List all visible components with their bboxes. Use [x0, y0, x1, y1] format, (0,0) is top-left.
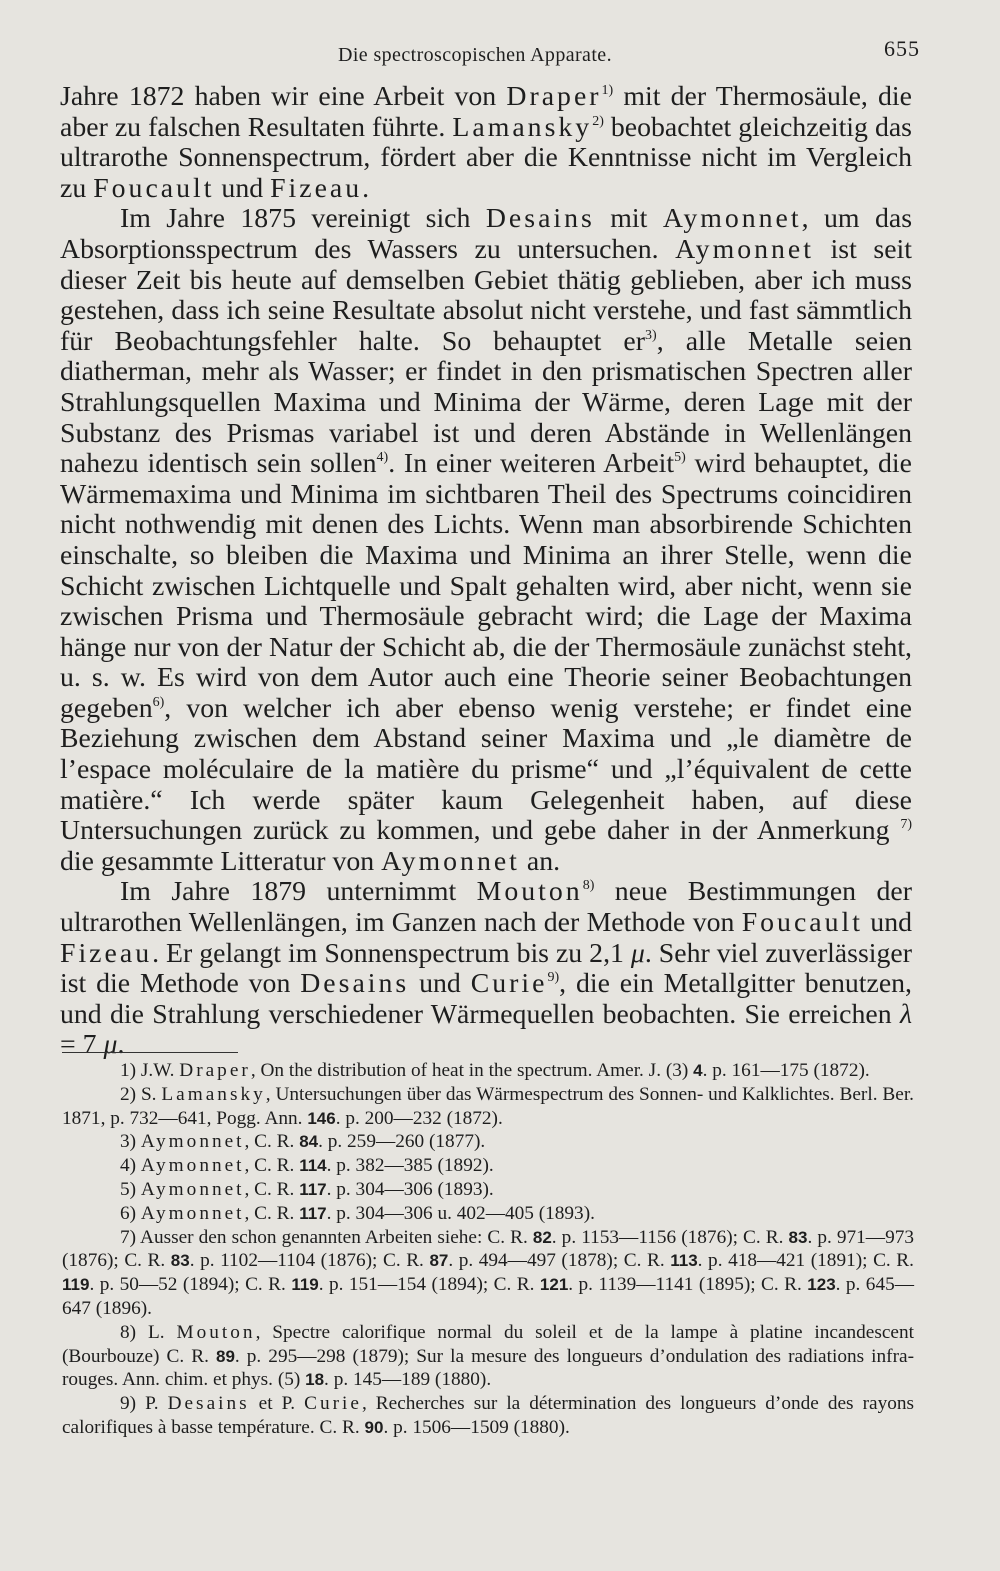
text-run: . Sehr viel zuverlässiger ist die Methode von — [60, 937, 912, 1000]
text-run: = 7 — [60, 1029, 104, 1061]
text-run: . p. 200—232 (1872). — [335, 1107, 503, 1129]
footnote — [62, 1059, 914, 1083]
footnote-marker: 5) — [674, 450, 686, 466]
text-run: , alle Metalle seien diatherman, mehr als Wasser; er findet in den prismatischen Spectren aller Strahlungsquellen Maxima und Minima der Wärme, deren Lage mit der Substanz des Prismas variabel ist und deren Abstände in Wellenlängen nahezu identisch sein sollen — [60, 325, 912, 480]
author-name: Draper — [179, 1060, 251, 1081]
footnote-marker: 8) — [582, 878, 595, 894]
author-name: Mouton — [476, 876, 583, 908]
text-run: 6) — [120, 1202, 141, 1224]
page-number: 655 — [884, 36, 920, 61]
author-name: Draper — [506, 81, 602, 112]
text-run: 5) — [120, 1178, 141, 1200]
text-run: an. — [519, 845, 561, 877]
volume-number: 117 — [299, 1179, 327, 1199]
footnote — [62, 1202, 914, 1226]
text-run: , um das Absorptionsspectrum des Wassers zu untersuchen. — [60, 203, 913, 265]
text-run: , die ein Metallgitter benutzen, und die Strahlung verschiedener Wärmequellen beobachten. Sie erreichen — [60, 968, 913, 1030]
text-run: . p. 1102—1104 (1876); C. R. — [189, 1250, 430, 1272]
paragraph — [60, 204, 912, 877]
author-name: Curie — [304, 1393, 362, 1415]
author-name: Aymonnet — [381, 845, 520, 877]
footnote-marker: 3) — [645, 327, 657, 343]
footnote-marker: 9) — [547, 970, 560, 986]
volume-number: 87 — [429, 1251, 449, 1271]
text-run: , C. R. — [244, 1178, 300, 1200]
text-run: mit der Thermosäule, die aber zu falschen Resultaten führte. — [60, 81, 912, 143]
text-run: und — [214, 172, 271, 204]
text-run: die gesammte Litteratur von — [60, 845, 382, 877]
volume-number: 4 — [693, 1061, 703, 1080]
volume-number: 83 — [170, 1251, 190, 1271]
text-run: . p. 382—385 (1892). — [326, 1155, 494, 1177]
author-name: Aymonnet — [675, 233, 814, 265]
author-name: Desains — [167, 1393, 250, 1415]
text-run: . p. 151—154 (1894); C. R. — [318, 1274, 540, 1296]
footnote — [62, 1178, 914, 1202]
text-run: . p. 50—52 (1894); C. R. — [89, 1274, 292, 1296]
text-run: . p. 494—497 (1878); C. R. — [448, 1250, 671, 1272]
text-run: 7) Ausser den schon genannten Arbeiten siehe: C. R. — [120, 1226, 533, 1248]
volume-number: 146 — [307, 1108, 336, 1128]
volume-number: 82 — [532, 1227, 552, 1247]
footnote — [62, 1321, 914, 1392]
author-name: Lamansky — [452, 111, 593, 143]
text-run: mit — [594, 203, 663, 235]
text-run: , Spectre calorifique normal du soleil et de la lampe à platine incandescent (Bourbouze) C. R. — [62, 1321, 914, 1367]
text-run: . p. 971—973 (1876); C. R. — [62, 1226, 914, 1272]
text-run: 4) — [120, 1155, 141, 1177]
author-name: Desains — [485, 203, 595, 235]
text-run: , On the distribution of heat in the spectrum. Amer. J. (3) — [250, 1060, 694, 1081]
text-run: . p. 1506—1509 (1880). — [383, 1416, 570, 1438]
text-run: und — [409, 968, 471, 1000]
text-run: Im Jahre 1879 unternimmt — [120, 876, 477, 908]
footnote — [62, 1130, 914, 1154]
author-name: Aymonnet — [140, 1131, 245, 1153]
text-run: . Er gelangt im Sonnenspectrum bis zu 2,1 — [152, 937, 631, 969]
running-head — [60, 36, 920, 76]
footnote-marker: 4) — [376, 450, 389, 466]
footnote-marker: 2) — [592, 113, 604, 129]
author-name: Lamansky — [161, 1083, 266, 1105]
text-run: . In einer weiteren Arbeit — [388, 448, 675, 480]
text-run: . — [117, 1029, 125, 1061]
text-run: Jahre 1872 haben wir eine Arbeit von — [60, 81, 507, 112]
volume-number: 119 — [62, 1275, 90, 1295]
text-run: . p. 645—647 (1896). — [62, 1274, 915, 1319]
text-run: . p. 418—421 (1891); C. R. — [697, 1250, 914, 1272]
text-run: wird behauptet, die Wärmemaxima und Minima im sichtbaren Theil des Spectrums coincidiren nicht nothwendig mit denen des Lichts. Wenn man absorbirende Schichten einschalte, so bleiben die Maxima und Minima an ihrer Stelle, wenn die Schicht zwischen Lichtquelle und Spalt gehalten wird, aber nicht, wenn sie zwischen Prisma und Thermosäule gebracht wird; die Lage der Maxima hänge nur von der Natur der Schicht ab, die der Thermosäule zunächst steht, u. s. w. Es wird von dem Autor auch eine Theorie seiner Beobachtungen gegeben — [60, 448, 912, 724]
volume-number: 123 — [807, 1275, 836, 1295]
volume-number: 117 — [299, 1203, 327, 1223]
author-name: Fizeau — [60, 937, 153, 969]
author-name: Mouton — [176, 1321, 256, 1343]
volume-number: 119 — [291, 1275, 319, 1295]
symbol: μ — [630, 937, 645, 969]
volume-number: 121 — [539, 1275, 569, 1295]
text-run: . p. 1139—1141 (1895); C. R. — [568, 1274, 808, 1296]
volume-number: 89 — [215, 1346, 235, 1366]
text-run: . p. 295—298 (1879); Sur la mesure des longueurs d’ondulation des radiations infra-rouges. Ann. chim. et phys. (5) — [62, 1345, 914, 1391]
symbol: λ — [899, 998, 912, 1030]
author-name: Foucault — [741, 907, 863, 939]
volume-number: 84 — [299, 1132, 319, 1152]
author-name: Aymonnet — [140, 1202, 245, 1224]
author-name: Curie — [470, 968, 548, 1000]
text-run: 9) P. — [120, 1393, 168, 1415]
paragraph — [60, 82, 912, 204]
footnotes — [62, 1059, 914, 1440]
author-name: Desains — [300, 968, 410, 1000]
text-run: , Recherches sur la détermination des longueurs d’onde des rayons calorifiques à basse température. C. R. — [62, 1393, 914, 1438]
text-run: , C. R. — [244, 1155, 300, 1177]
text-run: ist seit dieser Zeit bis heute auf demselben Gebiet thätig geblieben, aber ich muss gestehen, dass ich seine Resultate absolut nicht verstehe, und fast sämmtlich für Beobachtungsfehler halte. So behauptet er — [60, 233, 912, 357]
footnote-marker: 6) — [152, 694, 165, 710]
text-run: . p. 259—260 (1877). — [318, 1131, 486, 1153]
text-run: , Untersuchungen über das Wärmespectrum des Sonnen- und Kalklichtes. Berl. Ber. 1871, p. 732—641, Pogg. Ann. — [62, 1083, 915, 1129]
volume-number: 90 — [364, 1417, 384, 1437]
text-run: beobachtet gleichzeitig das ultrarothe Sonnenspectrum, fördert aber die Kenntnisse nicht im Vergleich zu — [60, 111, 912, 204]
text-run: 2) S. — [120, 1083, 162, 1105]
text-run: . p. 1153—1156 (1876); C. R. — [551, 1226, 789, 1248]
text-run: 8) L. — [120, 1321, 177, 1343]
text-run: . p. 304—306 (1893). — [326, 1178, 494, 1200]
volume-number: 114 — [299, 1156, 327, 1176]
text-run: . p. 304—306 u. 402—405 (1893). — [326, 1202, 595, 1224]
text-run: et P. — [249, 1393, 305, 1415]
text-run: und — [862, 907, 912, 939]
text-run: , C. R. — [244, 1202, 300, 1224]
footnote — [62, 1154, 914, 1178]
footnote-marker: 7) — [900, 817, 912, 833]
volume-number: 83 — [788, 1227, 808, 1247]
author-name: Aymonnet — [140, 1178, 245, 1200]
text-run: . p. 145—189 (1880). — [324, 1369, 492, 1391]
author-name: Fizeau — [270, 172, 363, 204]
text-run: , C. R. — [244, 1131, 300, 1153]
author-name: Aymonnet — [662, 203, 802, 235]
symbol: μ — [103, 1029, 118, 1061]
text-run: 3) — [120, 1131, 141, 1153]
footnote — [62, 1226, 914, 1321]
author-name: Aymonnet — [140, 1155, 245, 1177]
text-run: . p. 161—175 (1872). — [702, 1060, 870, 1081]
footnote-marker: 1) — [601, 83, 614, 98]
text-run: , von welcher ich aber ebenso wenig verstehe; er findet eine Beziehung zwischen dem Abstand seiner Maxima und „le diamètre de l’espace moléculaire de la matière du prisme“ und „l’équivalent de cette matière.“ Ich werde später kaum Gelegenheit haben, auf diese Untersuchungen zurück zu kommen, und gebe daher in der Anmerkung — [60, 692, 912, 847]
running-title: Die spectroscopischen Apparate. — [338, 44, 612, 66]
text-run: neue Bestimmungen der ultrarothen Wellenlängen, im Ganzen nach der Methode von — [60, 876, 912, 939]
text-run: Im Jahre 1875 vereinigt sich — [120, 203, 486, 235]
volume-number: 113 — [670, 1251, 698, 1271]
footnote-divider — [62, 1052, 238, 1053]
body-text — [60, 82, 912, 1061]
text-run: . — [362, 172, 370, 204]
footnote — [62, 1083, 914, 1131]
author-name: Foucault — [93, 172, 215, 204]
paragraph — [60, 877, 912, 1061]
volume-number: 18 — [305, 1370, 325, 1390]
text-run: 1) J.W. — [120, 1060, 180, 1081]
footnote — [62, 1392, 914, 1440]
